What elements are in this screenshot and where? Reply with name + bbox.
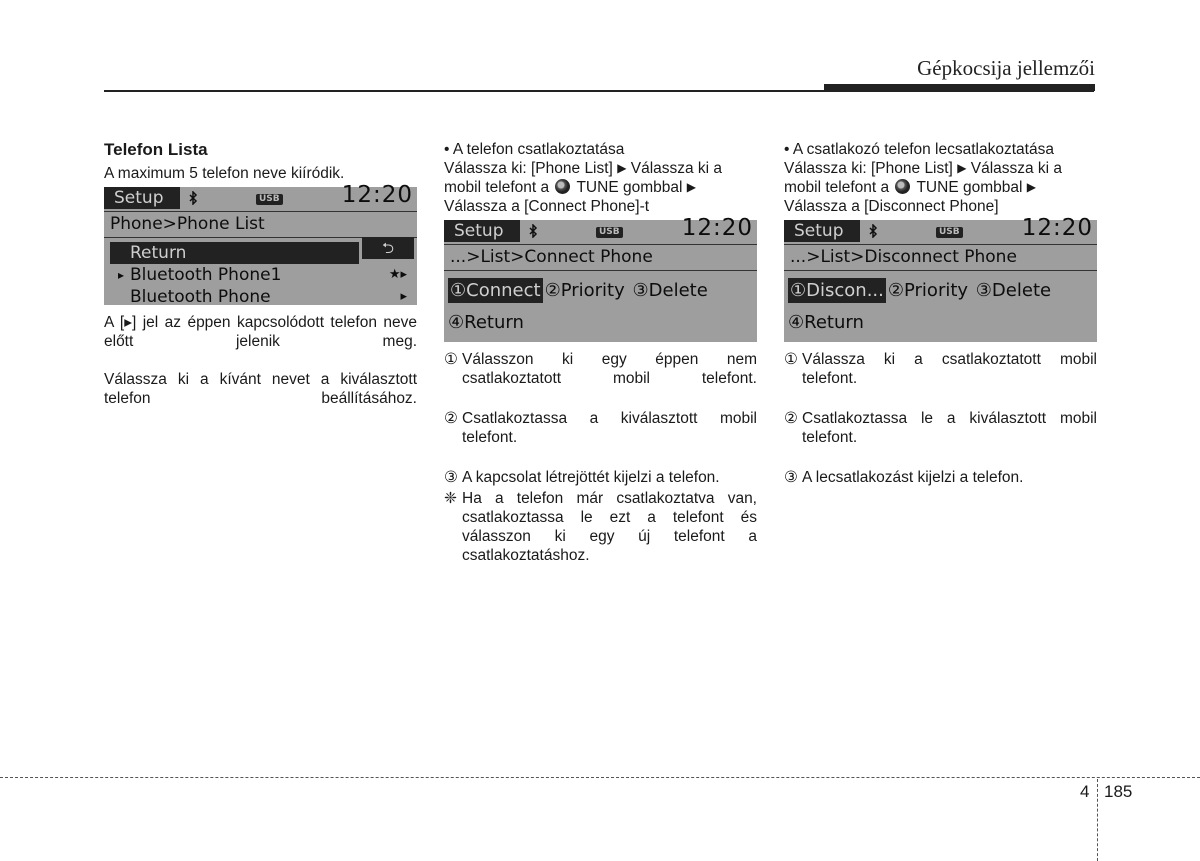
- paragraph-marker: A [▸] jel az éppen kapcsolódott telefon neve előtt jelenik meg.: [104, 314, 417, 350]
- intro-text: A maximum 5 telefon neve kiíródik.: [104, 165, 345, 182]
- instr-d: Válassza a [Disconnect Phone]: [784, 198, 999, 215]
- instr-b: Válassza ki a mobil telefont a: [444, 160, 723, 196]
- lcd-path: ...>List>Connect Phone: [444, 245, 757, 271]
- arrow-right-icon: ▶: [686, 180, 696, 194]
- lcd-status-bar: [784, 215, 1097, 245]
- instr-b: Válassza ki a mobil telefont a: [784, 160, 1063, 196]
- lcd-setup-label: Setup: [104, 187, 180, 209]
- list-item: ③ A kapcsolat létrejöttét kijelzi a telefon.: [444, 469, 720, 486]
- list-item: ② Csatlakoztassa le a kiválasztott mobil telefont.: [784, 410, 1097, 446]
- lcd-path: ...>List>Disconnect Phone: [784, 245, 1097, 271]
- instr-c: TUNE gombbal: [576, 179, 683, 196]
- option-priority[interactable]: ②Priority: [887, 280, 969, 301]
- lcd-row-label: Return: [130, 243, 187, 263]
- option-return[interactable]: ④Return: [448, 312, 524, 333]
- tune-knob-icon: [555, 179, 570, 194]
- page-header-title: Gépkocsija jellemzői: [917, 56, 1095, 80]
- list-item: ③ A lecsatlakozást kijelzi a telefon.: [784, 469, 1024, 486]
- option-connect[interactable]: ①Connect: [450, 280, 541, 301]
- column-phone-list: [104, 140, 417, 427]
- arrow-right-icon: ▶: [957, 161, 967, 175]
- lcd-row-phone2[interactable]: [104, 286, 417, 308]
- option-delete[interactable]: ③Delete: [975, 280, 1052, 301]
- instructions: [784, 159, 1097, 216]
- option-disconnect[interactable]: ①Discon...: [790, 280, 884, 301]
- list-item: ① Válasszon ki egy éppen nem csatlakoztatott mobil telefont.: [444, 351, 757, 387]
- lcd-screen-phone-list: [104, 182, 417, 307]
- page-number: 185: [1104, 782, 1133, 801]
- lcd-status-bar: [104, 182, 417, 212]
- lcd-row-label: Bluetooth Phone1: [130, 265, 282, 285]
- option-priority[interactable]: ②Priority: [544, 280, 625, 301]
- lcd-options-row: [444, 275, 757, 307]
- lcd-row-return[interactable]: [110, 242, 359, 264]
- lcd-setup-label: Setup: [444, 220, 520, 242]
- chapter-number: 4: [1080, 782, 1090, 801]
- lcd-clock: 12:20: [341, 182, 413, 208]
- lcd-path: Phone>Phone List: [104, 212, 417, 238]
- footer-rule: [0, 777, 1200, 778]
- header-rule-accent: [824, 84, 1095, 91]
- lcd-clock: 12:20: [681, 215, 753, 241]
- lcd-row-label: Bluetooth Phone: [130, 287, 271, 307]
- paragraph-select: Válassza ki a kívánt nevet a kiválasztott telefon beállításához.: [104, 371, 417, 407]
- usb-icon: USB: [256, 194, 283, 205]
- list-item-note: ❈ Ha a telefon már csatlakoztatva van, csatlakoztassa le ezt a telefont és válasszon ki egy új telefont a csatlakoztatáshoz.: [444, 490, 757, 564]
- star-arrow-icon: ★▸: [388, 267, 407, 282]
- option-return[interactable]: ④Return: [788, 312, 864, 333]
- bluetooth-icon: [868, 224, 878, 238]
- bluetooth-icon: [528, 224, 538, 238]
- usb-icon: USB: [936, 227, 963, 238]
- usb-icon: USB: [596, 227, 623, 238]
- back-arrow-icon[interactable]: ⮌: [362, 237, 414, 259]
- instr-d: Válassza a [Connect Phone]-t: [444, 198, 650, 215]
- bluetooth-icon: [188, 191, 198, 205]
- instructions: [444, 159, 757, 216]
- arrow-right-icon: ▶: [617, 161, 627, 175]
- lcd-status-bar: [444, 215, 757, 245]
- lcd-screen-connect: [444, 215, 757, 342]
- connected-marker-icon: ▸: [118, 268, 125, 282]
- footer-divider: [1097, 779, 1098, 861]
- option-delete[interactable]: ③Delete: [632, 280, 708, 301]
- arrow-right-icon: ▶: [1026, 180, 1036, 194]
- lcd-setup-label: Setup: [784, 220, 860, 242]
- bullet-heading: • A csatlakozó telefon lecsatlakoztatása: [784, 141, 1054, 158]
- instr-c: TUNE gombbal: [916, 179, 1023, 196]
- lcd-options-row: [784, 275, 1097, 307]
- bullet-heading: • A telefon csatlakoztatása: [444, 141, 625, 158]
- instr-a: Válassza ki: [Phone List]: [444, 160, 613, 177]
- column-connect: [444, 140, 757, 586]
- list-item: ① Válassza ki a csatlakoztatott mobil telefont.: [784, 351, 1097, 387]
- lcd-row-phone1[interactable]: [104, 264, 417, 286]
- column-disconnect: [784, 140, 1097, 489]
- numbered-list: [444, 350, 757, 584]
- instr-a: Válassza ki: [Phone List]: [784, 160, 953, 177]
- list-item: ② Csatlakoztassa a kiválasztott mobil telefont.: [444, 410, 757, 446]
- tune-knob-icon: [895, 179, 910, 194]
- lcd-screen-disconnect: [784, 215, 1097, 342]
- lcd-clock: 12:20: [1021, 215, 1093, 241]
- numbered-list: [784, 350, 1097, 487]
- section-heading: Telefon Lista: [104, 140, 208, 159]
- arrow-right-icon: ▸: [400, 289, 407, 304]
